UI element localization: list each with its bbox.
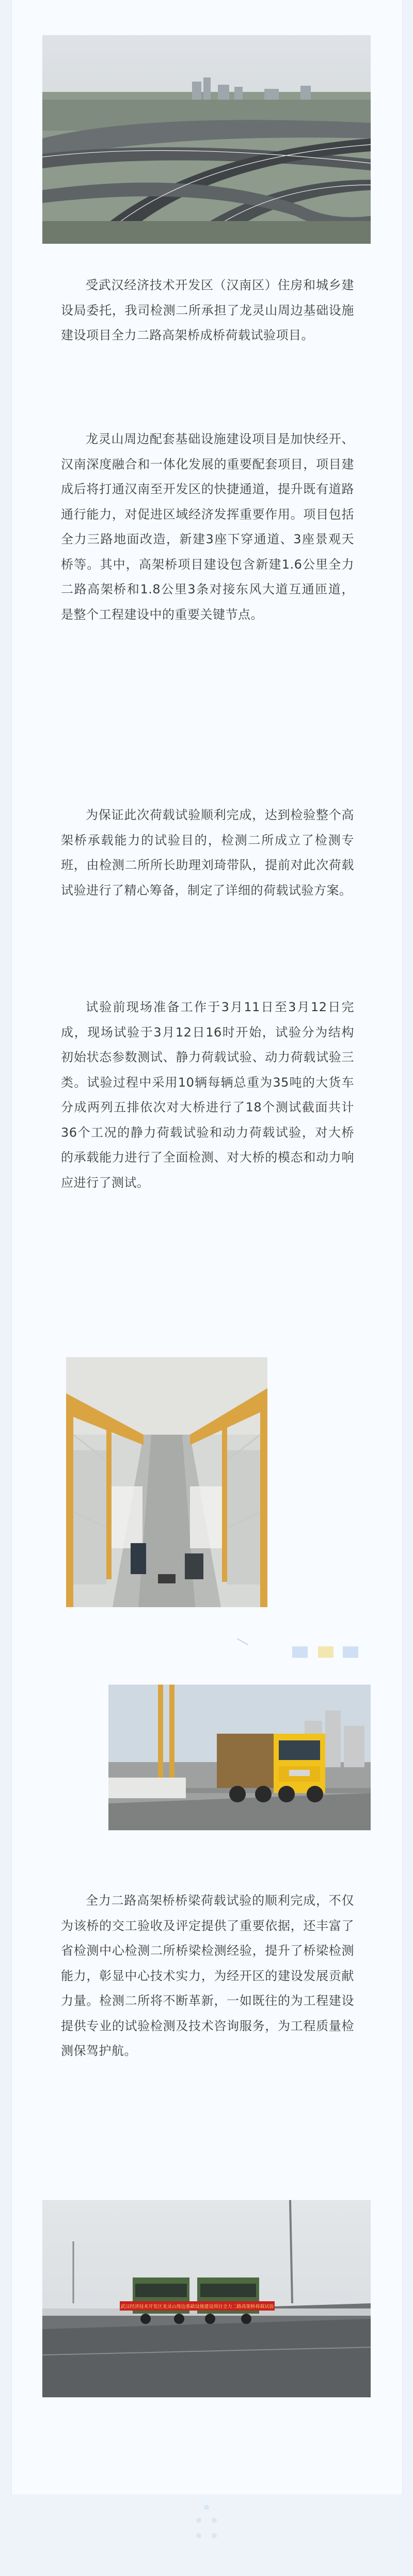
decorative-square-1 [292, 1646, 308, 1658]
decorative-square-3 [343, 1646, 358, 1658]
article-card [11, 0, 403, 2494]
bridge-walkway-photo [66, 1357, 267, 1607]
test-trucks-on-bridge-photo [42, 2200, 371, 2397]
paragraph-5: 全力二路高架桥桥梁荷载试验的顺利完成，不仅为该桥的交工验收及评定提供了重要依据，还丰富了省检测中心检测二所桥梁检测经验，提升了桥梁检测能力，彰显中心技术实力，为经开区的建设发展贡献力量。检测二所将不断革新，一如既往的为工程建设提供专业的试验检测及技术咨询服务，为工程质量检测保驾护航。 [61, 1893, 354, 2058]
paragraph-3: 为保证此次荷载试验顺利完成，达到检验整个高架桥承载能力的试验目的，检测二所成立了检测专班，由检测二所所长助理刘琦带队，提前对此次荷载试验进行了精心筹备，制定了详细的荷载试验方案。 [61, 808, 354, 898]
paragraph-4: 试验前现场准备工作于3月11日至3月12日完成，现场试验于3月12日16时开始，试验分为结构初始状态参数测试、静力荷载试验、动力荷载试验三类。试验过程中采用10辆每辆总重为35吨的大货车分成两列五排依次对大桥进行了18个测试截面共计36个工况的静力荷载试验和动力荷载试验，对大桥的承载能力进行了全面检测、对大桥的模态和动力响应进行了测试。 [61, 1000, 354, 1190]
test-banner-text: 武汉经济技术开发区龙灵山周边基础设施建设项目全力二路高架桥荷载试验 [120, 2304, 274, 2310]
paragraph-2: 龙灵山周边配套基础设施建设项目是加快经开、汉南深度融合和一体化发展的重要配套项目，项目建成后将打通汉南至开发区的快捷通道，提升既有道路通行能力，对促进区域经济发挥重要作用。项目包括全力三路地面改造，新建3座下穿通道、3座景观天桥等。其中，高架桥项目建设包含新建1.6公里全力二路高架桥和1.8公里3条对接东风大道互通匝道，是整个工程建设中的重要关键节点。 [61, 432, 354, 622]
aerial-interchange-photo [42, 35, 371, 244]
decorative-dots [188, 2505, 225, 2556]
decorative-square-2 [318, 1646, 333, 1658]
loaded-truck-photo [108, 1685, 371, 1830]
paragraph-1: 受武汉经济技术开发区（汉南区）住房和城乡建设局委托，我司检测二所承担了龙灵山周边基础设施建设项目全力二路高架桥成桥荷载试验项目。 [61, 278, 354, 342]
